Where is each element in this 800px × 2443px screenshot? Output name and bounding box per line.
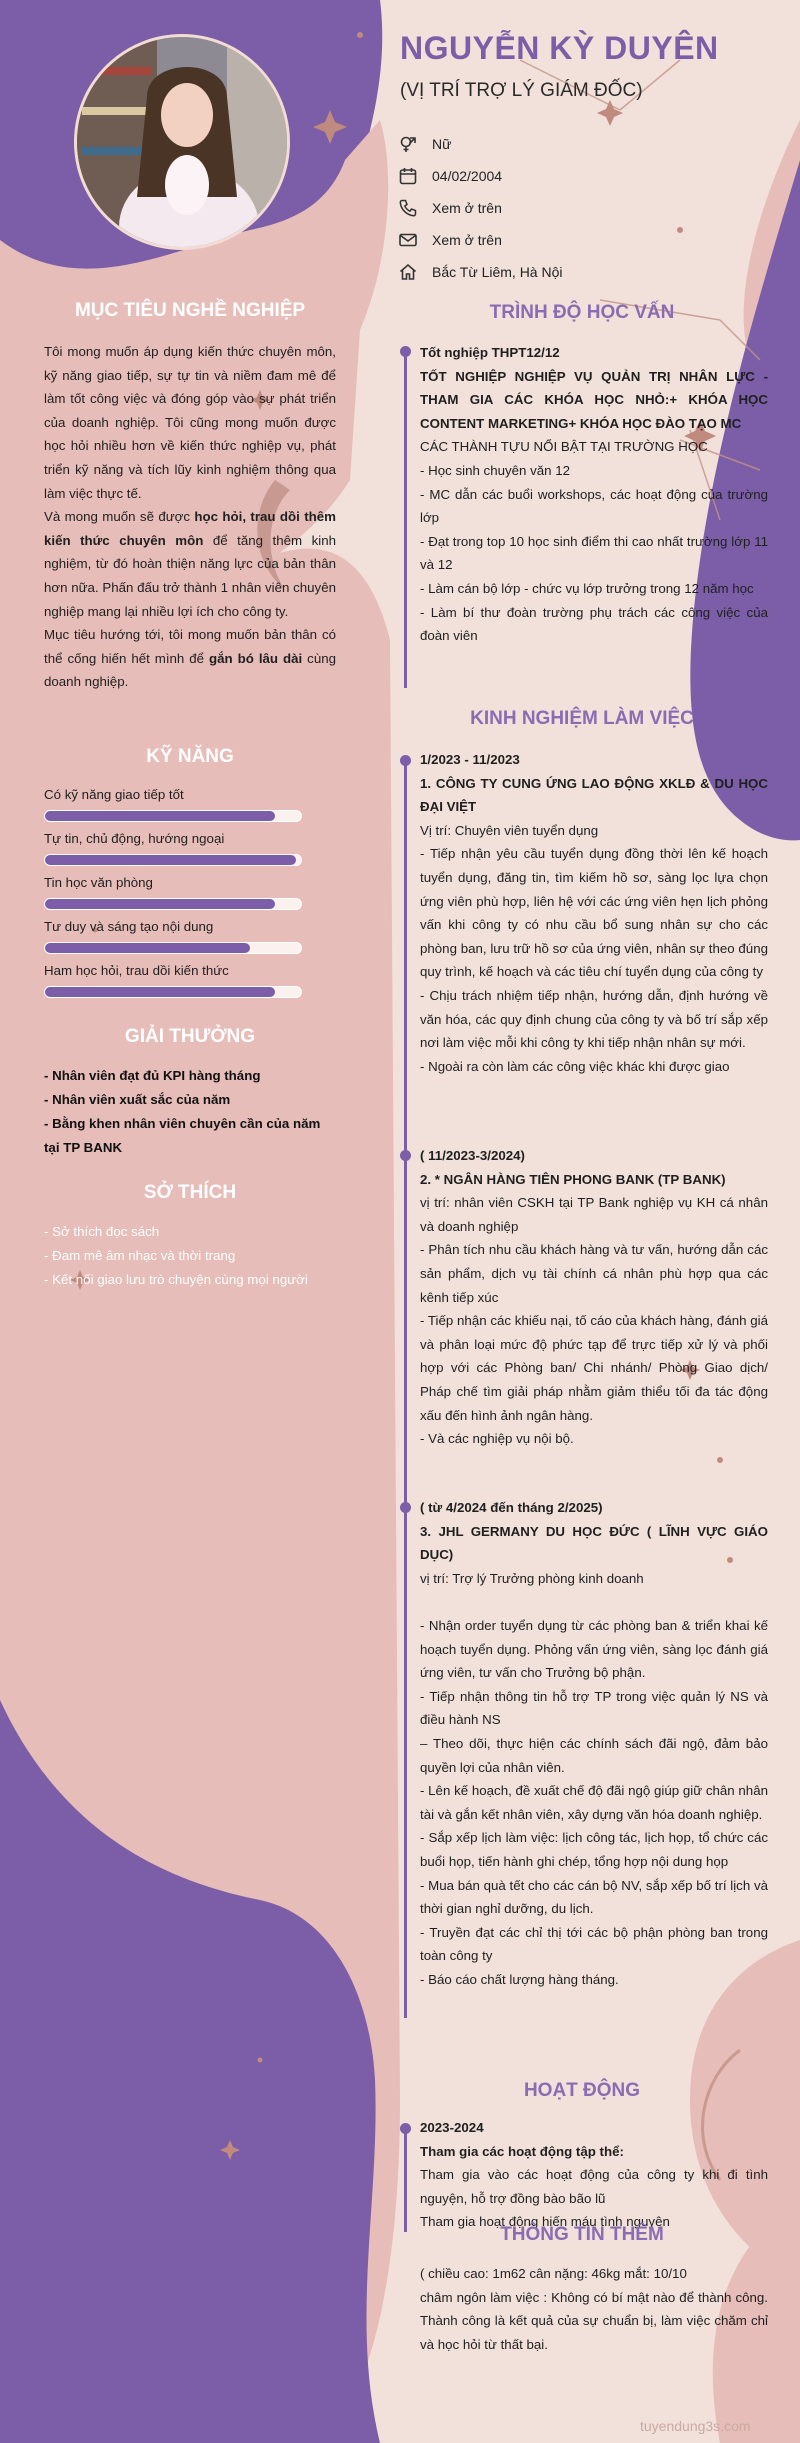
job-period: ( 11/2023-3/2024): [420, 1148, 525, 1163]
activities-head: Tham gia các hoạt động tập thể:: [420, 2143, 624, 2159]
education-line: CÁC THÀNH TỰU NỔI BẬT TẠI TRƯỜNG HỌC: [420, 439, 708, 455]
education-line: - Đạt trong top 10 học sinh điểm thi cao nhất trường lớp 11 và 12: [420, 533, 768, 573]
skill-bar: [44, 942, 302, 954]
job-line: - Nhận order tuyển dụng từ các phòng ban & triển khai kế hoạch tuyển dụng. Phỏng vấn ứng viên, sàng lọc đánh giá ứng viên, tư vấn cho Trưởng bộ phận.: [420, 1617, 768, 1681]
job-position: (VỊ TRÍ TRỢ LÝ GIÁM ĐỐC): [400, 80, 643, 101]
skill-bar: [44, 898, 302, 910]
award-item: - Bằng khen nhân viên chuyên cần của năm tại TP BANK: [44, 1116, 321, 1155]
job-company: 2. * NGÂN HÀNG TIÊN PHONG BANK (TP BANK): [420, 1171, 726, 1187]
skill-bar: [44, 986, 302, 998]
objective-p3-bold: gắn bó lâu dài: [209, 650, 303, 666]
activities-line: Tham gia vào các hoạt động của công ty khi đi tình nguyện, hỗ trợ đồng bào bão lũ: [420, 2167, 768, 2206]
contact-birthday-text: 04/02/2004: [432, 168, 503, 184]
job-line: - Chịu trách nhiệm tiếp nhận, hướng dẫn, định hướng về văn hóa, các quy định chung của công ty và bố trí sắp xếp nơi làm việc mỗi khi công ty khi tiếp nhận nhân sự mới.: [420, 987, 768, 1051]
education-line: - Làm bí thư đoàn trường phụ trách các công việc của đoàn viên: [420, 604, 768, 644]
skill-item: [44, 831, 302, 875]
watermark: tuyendung3s.com: [640, 2418, 751, 2434]
skill-label: Tin học văn phòng: [44, 875, 153, 890]
awards-title: GIẢI THƯỞNG: [124, 1026, 256, 1047]
job-line: - Phân tích nhu cầu khách hàng và tư vấn, hướng dẫn các sản phẩm, dịch vụ tài chính cá nhân phù hợp qua các kênh tiếp xúc: [420, 1242, 768, 1305]
info-title: THÔNG TIN THÊM: [500, 2224, 664, 2245]
education-dot: [400, 346, 411, 357]
contact-phone-text: Xem ở trên: [432, 200, 502, 216]
skill-label: Có kỹ năng giao tiếp tốt: [44, 787, 184, 802]
education-degree: TỐT NGHIỆP NGHIỆP VỤ QUẢN TRỊ NHÂN LỰC - THAM GIA CÁC KHÓA HỌC NHỎ:+ KHÓA HỌC CONTENT MARKETING+ KHÓA HỌC ĐÀO TẠO MC: [420, 368, 768, 431]
experience-timeline: [404, 758, 407, 2018]
job-line: – Theo dõi, thực hiện các chính sách đãi ngộ, đảm bảo quyền lợi của nhân viên.: [420, 1735, 768, 1775]
activities-title: HOẠT ĐỘNG: [523, 2080, 641, 2101]
contact-address: [398, 256, 778, 288]
skill-bar-fill: [45, 987, 275, 997]
info-content: [420, 2262, 768, 2356]
job-line: - Ngoài ra còn làm các công việc khác khi được giao: [420, 1058, 730, 1074]
profile-photo-illustration: [77, 37, 287, 247]
job-entry-3: [420, 1496, 768, 1991]
skill-item: [44, 963, 302, 1007]
job-line: - Báo cáo chất lượng hàng tháng.: [420, 1971, 619, 1987]
objective-paragraph-3: [44, 623, 336, 694]
skill-item: [44, 787, 302, 831]
hobby-item: - Đam mê âm nhạc và thời trang: [44, 1248, 236, 1263]
info-line: ( chiều cao: 1m62 cân nặng: 46kg mắt: 10/10: [420, 2266, 687, 2281]
objective-p3-post: cùng doanh nghiệp.: [44, 650, 337, 690]
education-title: TRÌNH ĐỘ HỌC VẤN: [489, 302, 675, 323]
info-line: châm ngôn làm việc : Không có bí mật nào để thành công. Thành công là kết quả của sự chuẩn bị, làm việc chăm chỉ và học hỏi từ thất bại.: [420, 2289, 768, 2352]
phone-icon: [398, 198, 418, 218]
profile-photo: [74, 34, 290, 250]
contact-address-text: Bắc Từ Liêm, Hà Nội: [432, 264, 563, 280]
objective-p2-post: để tăng thêm kinh nghiệm, từ đó hoàn thiện năng lực của bản thân hơn nữa. Phấn đấu trở thành 1 nhân viên chuyên nghiệp mang lại nhiều lợi ích cho công ty.: [44, 532, 336, 619]
skill-label: Tự tin, chủ động, hướng ngoại: [44, 831, 225, 846]
job-company: 3. JHL GERMANY DU HỌC ĐỨC ( LĨNH VỰC GIÁO DỤC): [420, 1523, 768, 1563]
contact-email: [398, 224, 778, 256]
skill-bar-fill: [45, 943, 250, 953]
education-line: - MC dẫn các buổi workshops, các hoạt động của trường lớp: [420, 486, 768, 526]
skills-list: [44, 787, 302, 1007]
skill-item: [44, 875, 302, 919]
job-entry-2: [420, 1144, 768, 1451]
job-company: 1. CÔNG TY CUNG ỨNG LAO ĐỘNG XKLĐ & DU HỌC ĐẠI VIỆT: [420, 775, 768, 815]
hobby-item: - Sở thích đọc sách: [44, 1224, 160, 1239]
job-dot: [400, 1150, 411, 1161]
job-line: vị trí: nhân viên CSKH tại TP Bank nghiệp vụ KH cá nhân và doanh nghiệp: [420, 1195, 768, 1234]
objective-paragraph-2: [44, 505, 336, 623]
mail-icon: [398, 230, 418, 250]
skill-item: [44, 919, 302, 963]
activities-content: [420, 2116, 768, 2234]
job-period: ( từ 4/2024 đến tháng 2/2025): [420, 1500, 603, 1515]
education-content: [420, 341, 768, 648]
job-line: - Tiếp nhận yêu cầu tuyển dụng đồng thời lên kế hoạch tuyển dụng, đăng tin, tìm kiếm hồ sơ, sàng lọc lựa chọn ứng viên phù hợp, liên hệ với các ứng viên hẹn lịch phỏng vấn khi công ty có nhu cầu bổ sung nhân sự cho các phòng ban, lưu trữ hồ sơ của ứng viên, nhân sự theo đúng quy trình, kế hoạch và các tiêu chí tuyển dụng của công ty: [420, 846, 768, 980]
contact-phone: [398, 192, 778, 224]
objective-text: [44, 340, 336, 694]
job-line: - Tiếp nhận các khiếu nại, tố cáo của khách hàng, đánh giá và phân loại mức độ phức tạp để trực tiếp xử lý và phối hợp với các Phòng ban/ Chi nhánh/ Phòng Giao dịch/ Pháp chế tìm giải pháp nhằm giảm thiểu tối đa tác động xấu đến hình ảnh ngân hàng.: [420, 1313, 768, 1423]
objective-paragraph-1: Tôi mong muốn áp dụng kiến thức chuyên môn, kỹ năng giao tiếp, sự tự tin và niềm đam mê để làm tốt công việc và đóng góp vào sự phát triển của doanh nghiệp. Tôi cũng mong muốn được học hỏi nhiều hơn về kiến thức nghiệp vụ, phát triển kỹ năng và tích lũy kinh nghiệm thông qua làm việc thực tế.: [44, 344, 336, 501]
activities-dot: [400, 2123, 411, 2134]
job-period: 1/2023 - 11/2023: [420, 752, 520, 767]
job-line: Vị trí: Chuyên viên tuyển dụng: [420, 822, 599, 838]
contact-email-text: Xem ở trên: [432, 232, 502, 248]
experience-title: KINH NGHIỆM LÀM VIỆC: [470, 708, 694, 729]
gender-icon: [398, 134, 418, 154]
education-head: Tốt nghiệp THPT12/12: [420, 345, 560, 360]
job-line: - Truyền đạt các chỉ thị tới các bộ phận phòng ban trong toàn công ty: [420, 1924, 768, 1964]
award-item: - Nhân viên đạt đủ KPI hàng tháng: [44, 1068, 261, 1083]
skill-label: Tư duy và sáng tạo nội dung: [44, 919, 214, 934]
skill-bar: [44, 810, 302, 822]
contact-birthday: [398, 160, 778, 192]
objective-title: MỤC TIÊU NGHỀ NGHIỆP: [74, 300, 306, 321]
contact-list: [398, 128, 778, 288]
award-item: - Nhân viên xuất sắc của năm: [44, 1092, 231, 1107]
job-line: - Mua bán quà tết cho các cán bộ NV, sắp xếp bố trí lịch và thời gian nghỉ dưỡng, du lịch.: [420, 1877, 768, 1917]
objective-p2-pre: Và mong muốn sẽ được: [44, 509, 195, 525]
home-icon: [398, 262, 418, 282]
contact-gender: [398, 128, 778, 160]
education-timeline: [404, 348, 407, 688]
job-line: [420, 1590, 768, 1614]
hobbies-list: [44, 1220, 336, 1292]
skill-bar-fill: [45, 899, 275, 909]
job-dot: [400, 1502, 411, 1513]
skills-title: KỸ NĂNG: [146, 746, 234, 767]
objective-p3-pre: Mục tiêu hướng tới, tôi mong muốn bản thân có thể cống hiến hết mình để: [44, 627, 336, 666]
objective-p2-bold: học hỏi, trau dồi thêm kiến thức chuyên môn: [44, 509, 336, 548]
calendar-icon: [398, 166, 418, 186]
job-line: - Lên kế hoạch, đề xuất chế độ đãi ngộ giúp giữ chân nhân tài và gắn kết nhân viên, xây dựng văn hóa doanh nghiệp.: [420, 1783, 768, 1822]
education-line: - Học sinh chuyên văn 12: [420, 462, 571, 478]
job-line: - Sắp xếp lịch làm việc: lịch công tác, lịch họp, tổ chức các buổi họp, tiến hành ghi chép, tổng hợp nội dung họp: [420, 1830, 768, 1869]
activities-period: 2023-2024: [420, 2120, 484, 2135]
contact-gender-text: Nữ: [432, 136, 452, 152]
awards-list: [44, 1064, 336, 1160]
job-entry-1: [420, 748, 768, 1078]
job-line: - Và các nghiệp vụ nội bộ.: [420, 1431, 574, 1447]
skill-bar: [44, 854, 302, 866]
education-line: - Làm cán bộ lớp - chức vụ lớp trưởng trong 12 năm học: [420, 580, 754, 596]
hobbies-title: SỞ THÍCH: [143, 1182, 237, 1203]
skill-bar-fill: [45, 811, 275, 821]
activities-line: Tham gia hoạt động hiến máu tình nguyện: [420, 2214, 670, 2230]
activities-timeline: [404, 2126, 407, 2232]
skill-label: Ham học hỏi, trau dồi kiến thức: [44, 963, 229, 978]
job-line: - Tiếp nhận thông tin hỗ trợ TP trong việc quản lý NS và điều hành NS: [420, 1688, 768, 1728]
hobby-item: - Kết nối giao lưu trò chuyện cùng mọi người: [44, 1272, 308, 1287]
candidate-name: NGUYỄN KỲ DUYÊN: [400, 30, 719, 66]
job-dot: [400, 755, 411, 766]
skill-bar-fill: [45, 855, 296, 865]
job-line: vị trí: Trợ lý Trưởng phòng kinh doanh: [420, 1570, 644, 1586]
